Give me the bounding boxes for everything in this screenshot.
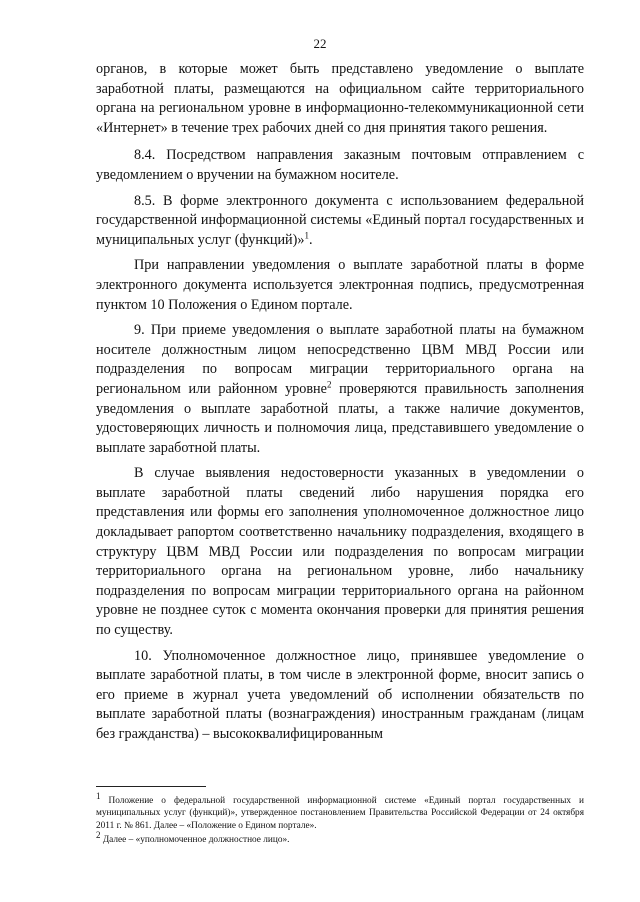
page-number: 22 [313, 36, 327, 51]
paragraph-8-4: 8.4. Посредством направления заказным почтовым отправлением с уведомлением о вручении на бумажном носителе. [96, 147, 584, 183]
paragraph-8-5 [96, 192, 584, 251]
footnote-ref-2: 2 [326, 379, 332, 390]
paragraph-10: 10. Уполномоченное должностное лицо, принявшее уведомление о выплате заработной платы, в том числе в электронной форме, вносит запись о его приеме в журнал учета уведомлений об исполнении обязательств по выплате заработной платы (вознаграждения) иностранным гражданам (лицам без гражданства) – высококвалифицированным [96, 647, 584, 742]
paragraph-9-text-b: проверяются правильность заполнения уведомления о выплате заработной платы, а также наличие документов, удостоверяющих личность и полномочия лица, представившего уведомление о выплате заработной платы. [96, 380, 584, 456]
paragraph-9 [96, 321, 584, 458]
footnote-1 [96, 790, 584, 832]
footnote-2-text: Далее – «уполномоченное должностное лицо». [100, 835, 290, 846]
paragraph-inaccuracy-case: В случае выявления недостоверности указанных в уведомлении о выплате заработной платы сведений либо нарушения порядка его представления или формы его заполнения уполномоченное должностное лицо докладывает рапортом соответственно начальнику подразделения, входящего в структуру ЦВМ МВД России или подразделения по вопросам миграции территориального органа на региональном уровне, либо начальнику подразделения по вопросам миграции территориального органа на районном уровне не позднее суток с момента окончания проверки для принятия решения по существу. [96, 465, 584, 639]
footnote-1-mark: 1 [96, 790, 101, 801]
footnote-2 [96, 830, 584, 846]
footnote-separator [96, 786, 206, 787]
paragraph-8-5-text: 8.5. В форме электронного документа с использованием федеральной государственной информационной системы «Единый портал государственных и муниципальных услуг (функций)» [96, 192, 584, 248]
paragraph-continuation: органов, в которые может быть представлено уведомление о выплате заработной платы, размещаются на официальном сайте территориального органа на региональном уровне в информационно-телекоммуникационной сети «Интернет» в течение трех рабочих дней со дня принятия такого решения. [96, 61, 584, 136]
paragraph-8-5-end: . [308, 231, 313, 248]
footnote-1-text: Положение о федеральной государственной информационной системе «Единый портал государственных и муниципальных услуг (функций)», утвержденное постановлением Правительства Российской Федерации от 24 октября 2011 г. № 861. Далее – «Положение о Едином портале». [96, 796, 584, 831]
document-body [96, 60, 584, 751]
paragraph-9-text-a: 9. При приеме уведомления о выплате заработной платы на бумажном носителе должностным лицом непосредственно ЦВМ МВД России или подразделения по вопросам миграции территориального органа на региональном или районном уровне [96, 322, 584, 397]
paragraph-electronic-signature: При направлении уведомления о выплате заработной платы в форме электронного документа используется электронная подпись, предусмотренная пунктом 10 Положения о Едином портале. [96, 257, 584, 313]
footnotes [96, 790, 584, 849]
footnote-2-mark: 2 [96, 830, 101, 841]
footnote-ref-1: 1 [304, 230, 309, 241]
